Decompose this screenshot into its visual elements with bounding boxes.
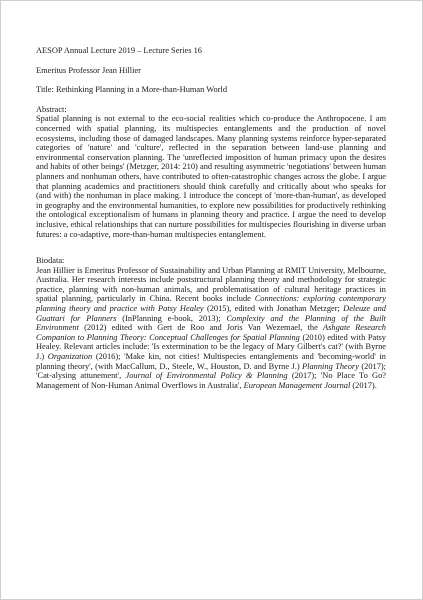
- biodata-text-7: (2017); 'Cat-alysing attunement',: [36, 361, 387, 381]
- biodata-text-2: (2015), edited with Jonathan Metzger;: [203, 304, 344, 314]
- book-title-connections: Connections: exploring contemporary planning theory and practice with Patsy Healey: [36, 294, 386, 314]
- biodata-text-1: Jean Hillier is Emeritus Professor of Sustainability and Urban Planning at RMIT University, Melbourne, Australia. Her research interests include poststructural planning theory and methodology for strategic practice, planning with non-human animals, and problematisation of cultural heritage practices in spatial planning, particularly in China. Recent books include: [36, 265, 386, 304]
- book-title-complexity: Complexity and the Planning of the Built Environment: [36, 313, 386, 333]
- book-title-ashgate: Ashgate Research Companion to Planning Theory: Conceptual Challenges for Spatial Planning: [36, 323, 386, 342]
- journal-env-policy: Journal of Environmental Policy & Planning: [125, 371, 288, 381]
- biodata-text-9: (2017).: [350, 380, 377, 390]
- biodata-text: [36, 266, 386, 391]
- biodata-text-4: (2012) edited with Gert de Roo and Joris Van Wezemael, the: [78, 323, 323, 333]
- document-content: [36, 46, 386, 390]
- abstract-text: Spatial planning is not external to the eco-social realities which co-produce the Anthropocene. I am concerned with spatial planning, its multispecies entanglements and the production of novel ecosystems, including those of damaged landscapes. Many planning systems reinforce hyper-separated categories of 'nature' and 'culture', reflected in the separation between land-use planning and environmental conservation planning. The 'unreflected imposition of human primacy upon the desires and habits of other beings' (Metzger, 2014: 210) and resulting asymmetric 'negotiations' between human planners and nonhuman others, have contributed to often-catastrophic changes across the globe. I argue that planning academics and practitioners should think carefully and critically about who speaks for (and with) the nonhuman in place making. I introduce the concept of 'more-than-human', as developed in geography and the environmental humanities, to explore new possibilities for productively rethinking the ontological exceptionalism of humans in planning theory and practice. I argue the need to develop inclusive, ethical relationships that can nurture possibilities for multispecies flourishing in diverse urban futures: a co-adaptive, more-than-human multispecies entanglement.: [36, 114, 386, 239]
- journal-planning-theory: Planning Theory: [302, 361, 359, 371]
- biodata-text-3: (InPlanning e-book, 2013);: [116, 313, 227, 323]
- biodata-text-5: (2010) edited with Patsy Healey. Relevant articles include: 'Is extermination to be the legacy of Mary Gilbert's cat?' (with Byrne J.): [36, 332, 386, 362]
- biodata-label: Biodata:: [36, 256, 65, 266]
- book-title-deleuze: Deleuze and Guattari for Planners: [36, 304, 386, 323]
- journal-organization: Organization: [47, 352, 93, 362]
- lecture-series-heading: AESOP Annual Lecture 2019 – Lecture Series 16: [36, 46, 202, 55]
- lecture-title: Title: Rethinking Planning in a More-than-Human World: [36, 85, 228, 95]
- journal-european-management: European Management Journal: [243, 380, 351, 390]
- biodata-text-8: (2017); 'No Place To Go? Management of Non-Human Animal Overflows in Australia',: [36, 371, 386, 390]
- speaker-name: Emeritus Professor Jean Hillier: [36, 65, 141, 75]
- biodata-text-6: (2016); 'Make kin, not cities! Multispecies entanglements and 'becoming-world' in planning theory', (with MacCallum, D., Steele, W., Houston, D. and Byrne J.): [36, 352, 386, 371]
- abstract-label: Abstract:: [36, 104, 67, 114]
